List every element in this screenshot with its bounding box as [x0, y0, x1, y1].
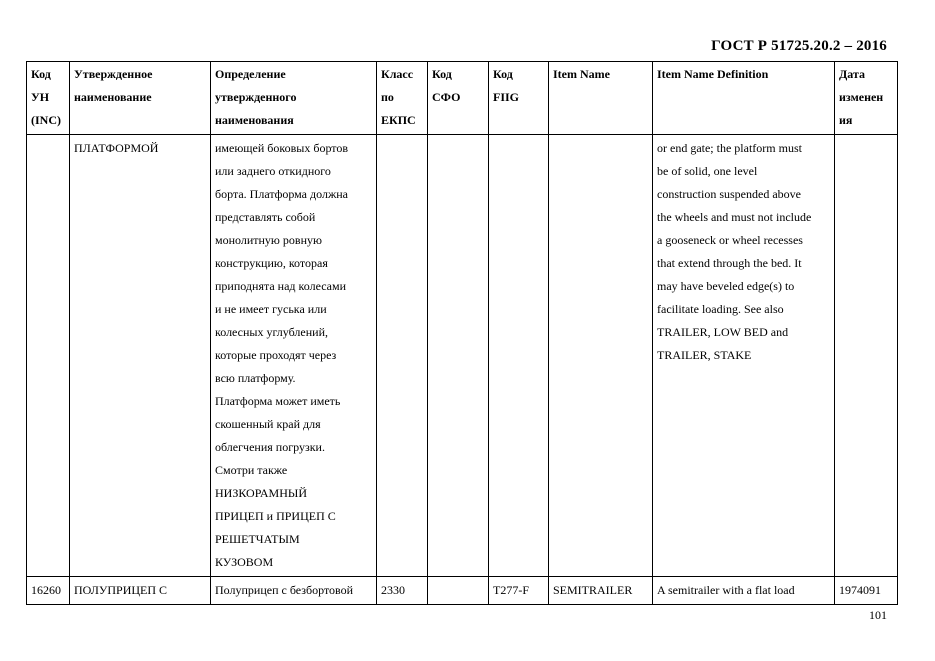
header-sfo: Код СФО	[428, 62, 489, 135]
header-item-name-definition: Item Name Definition	[653, 62, 835, 135]
cell-item-name-definition: A semitrailer with a flat load	[653, 577, 835, 605]
cell-class	[377, 135, 428, 577]
cell-inc	[27, 135, 70, 577]
header-date: Дата изменен ия	[835, 62, 898, 135]
cell-approved-name: ПЛАТФОРМОЙ	[70, 135, 211, 577]
header-class: Класс по ЕКПС	[377, 62, 428, 135]
header-definition: Определение утвержденного наименования	[211, 62, 377, 135]
nomenclature-table	[26, 61, 898, 605]
cell-inc: 16260	[27, 577, 70, 605]
header-fiig: Код FIIG	[489, 62, 549, 135]
document-standard-number: ГОСТ Р 51725.20.2 – 2016	[711, 38, 887, 54]
cell-definition: имеющей боковых бортов или заднего откидного борта. Платформа должна представлять собой монолитную ровную конструкцию, которая приподнята над колесами и не имеет гуська или колесных углублений, которые проходят через всю платформу. Платформа может иметь скошенный край для облегчения погрузки. Смотри также НИЗКОРАМНЫЙ ПРИЦЕП и ПРИЦЕП С РЕШЕТЧАТЫМ КУЗОВОМ	[211, 135, 377, 577]
cell-sfo	[428, 135, 489, 577]
cell-definition: Полуприцеп с безбортовой	[211, 577, 377, 605]
cell-item-name: SEMITRAILER	[549, 577, 653, 605]
header-item-name: Item Name	[549, 62, 653, 135]
cell-item-name-definition: or end gate; the platform must be of solid, one level construction suspended above the wheels and must not include a gooseneck or wheel recesses that extend through the bed. It may have beveled edge(s) to facilitate loading. See also TRAILER, LOW BED and TRAILER, STAKE	[653, 135, 835, 577]
cell-date	[835, 135, 898, 577]
table-header-row	[27, 62, 898, 135]
table-row-continuation	[27, 135, 898, 577]
table-row-16260	[27, 577, 898, 605]
page-number: 101	[869, 608, 887, 622]
cell-class: 2330	[377, 577, 428, 605]
cell-sfo	[428, 577, 489, 605]
header-inc: Код УН (INC)	[27, 62, 70, 135]
cell-fiig: T277-F	[489, 577, 549, 605]
cell-approved-name: ПОЛУПРИЦЕП С	[70, 577, 211, 605]
cell-date: 1974091	[835, 577, 898, 605]
header-approved-name: Утвержденное наименование	[70, 62, 211, 135]
cell-item-name	[549, 135, 653, 577]
cell-fiig	[489, 135, 549, 577]
